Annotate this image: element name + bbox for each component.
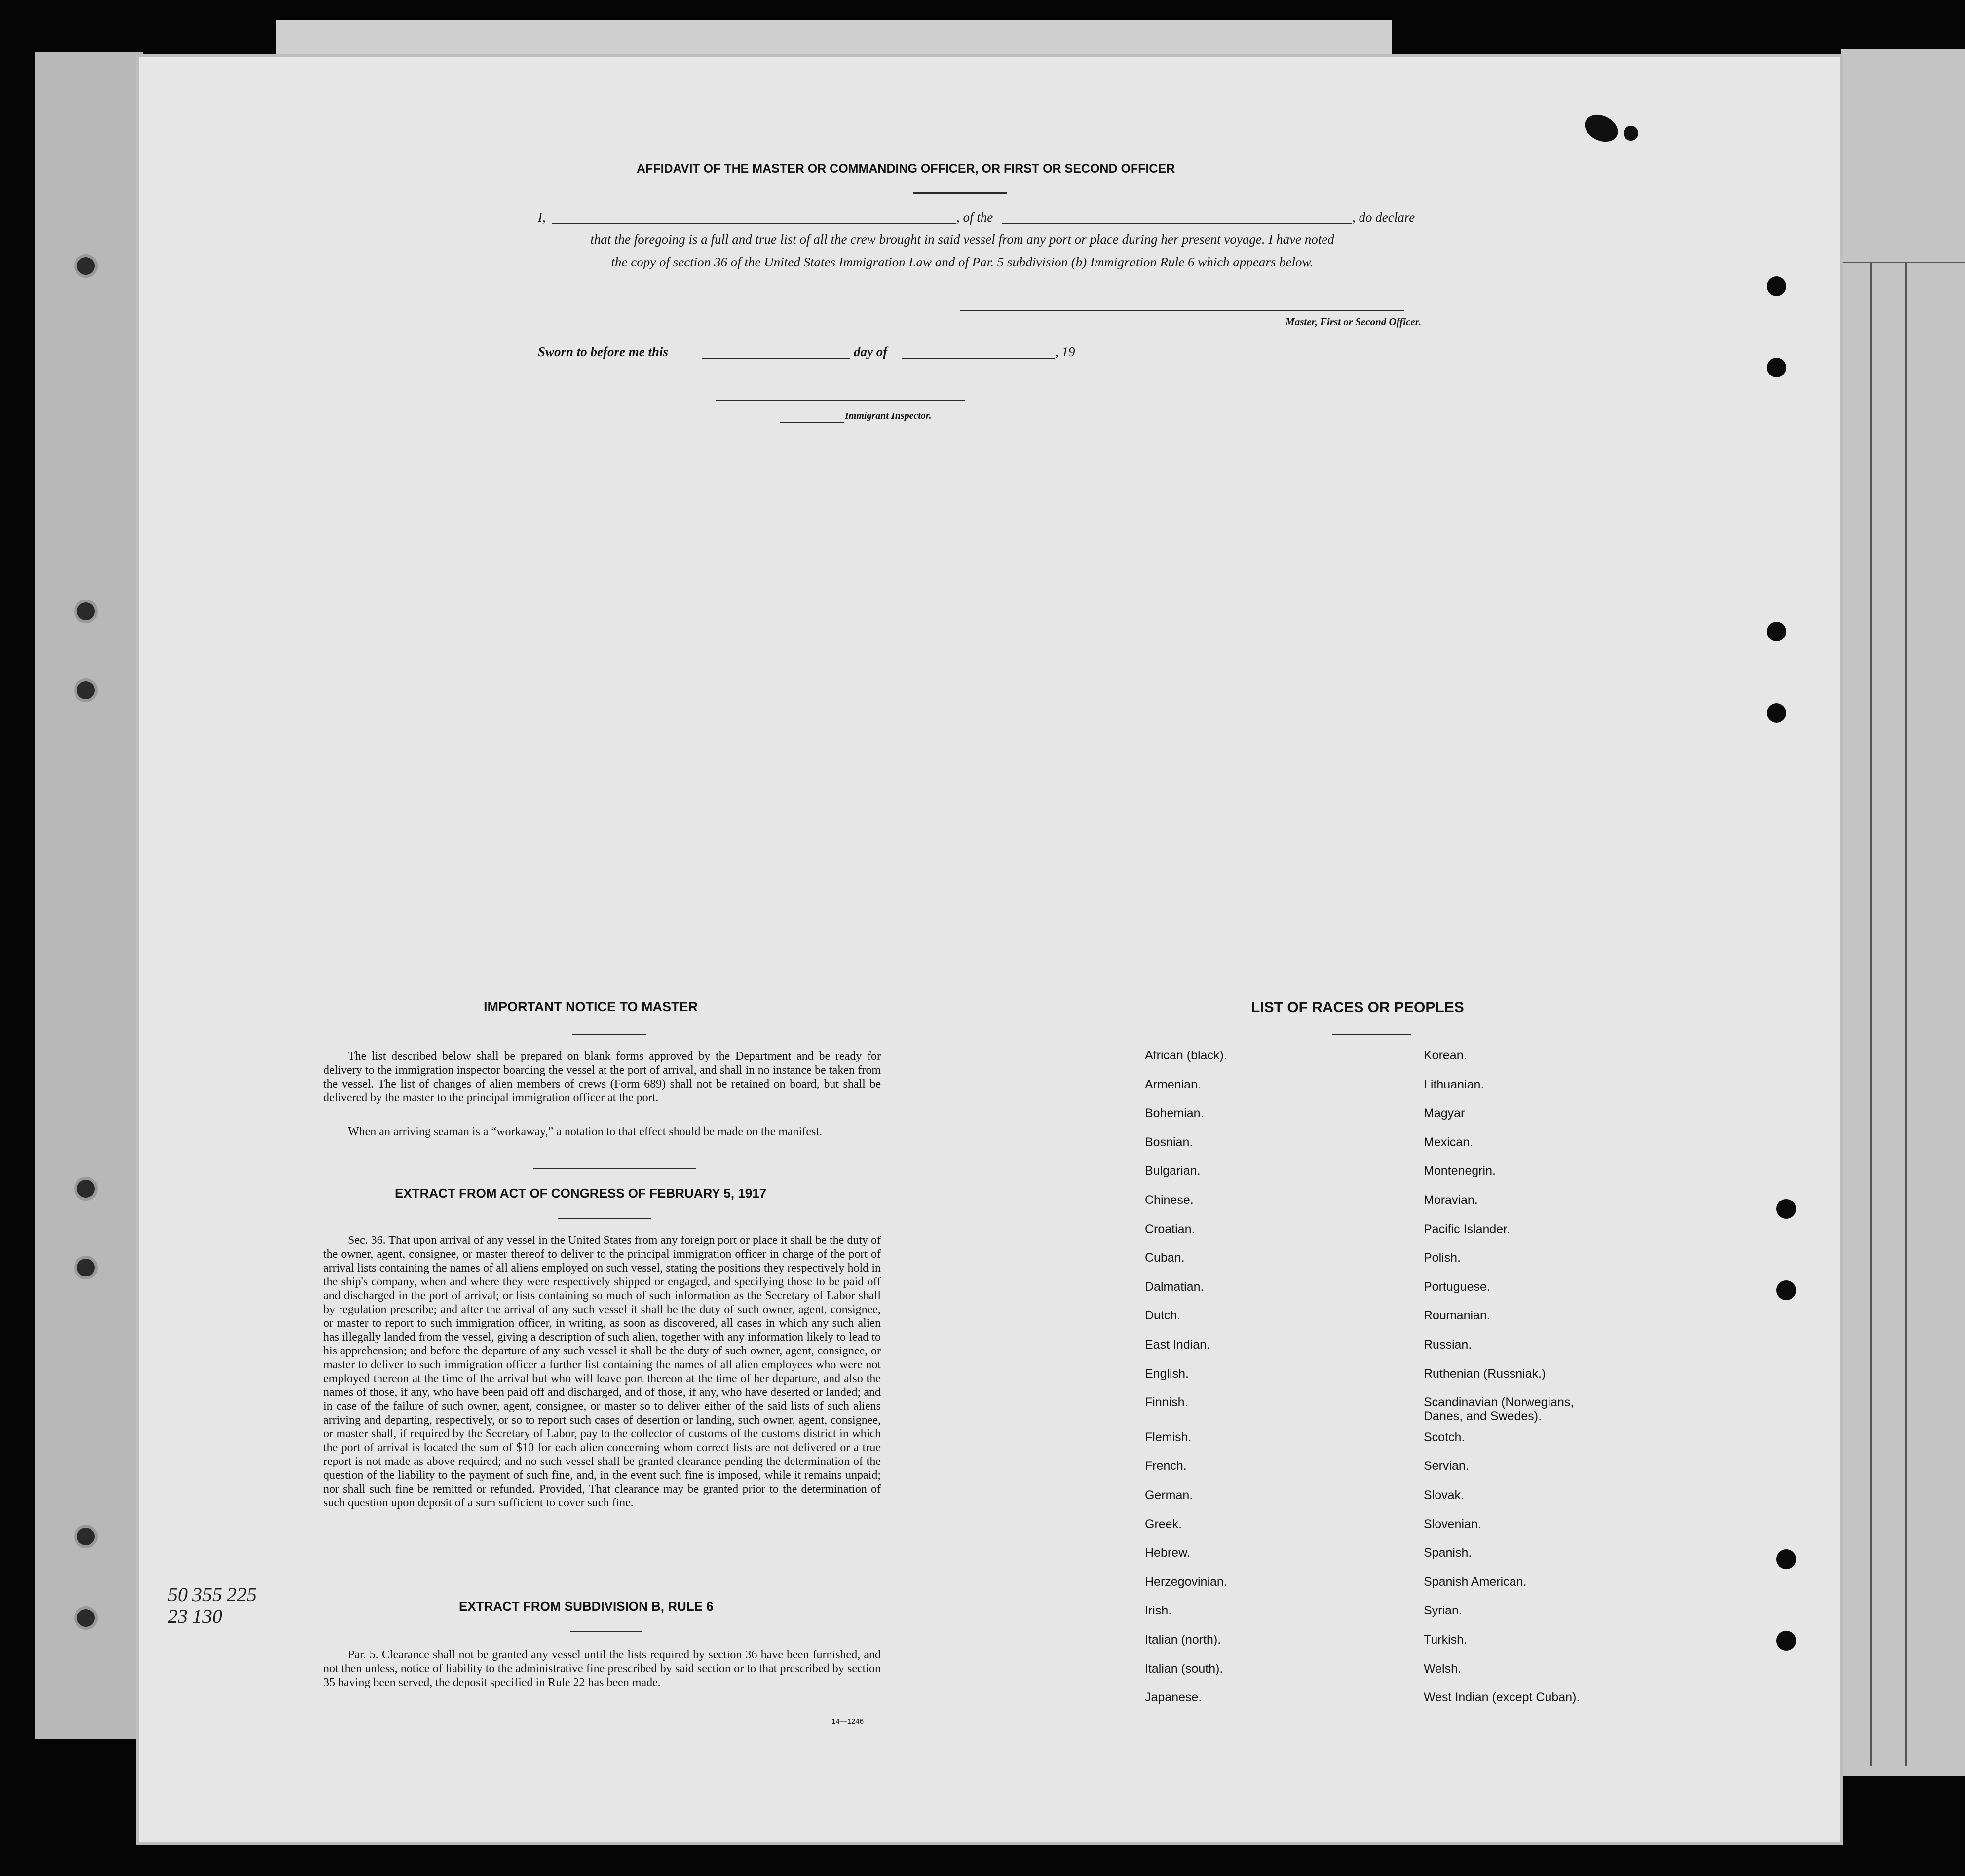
race-item: Ruthenian (Russniak.): [1424, 1366, 1546, 1381]
vessel-field-line[interactable]: [1002, 223, 1352, 224]
race-item: Korean.: [1424, 1049, 1467, 1062]
sworn-day-label: day of: [854, 344, 888, 359]
race-item: Spanish.: [1424, 1546, 1472, 1560]
race-item: German.: [1145, 1488, 1193, 1502]
race-item: Servian.: [1424, 1459, 1469, 1473]
race-item: Italian (south).: [1145, 1661, 1223, 1676]
race-item: Cuban.: [1145, 1251, 1185, 1265]
race-item: Bohemian.: [1145, 1106, 1204, 1121]
race-item: Montenegrin.: [1424, 1164, 1496, 1178]
races-title-underline: [1332, 1034, 1411, 1035]
notice-title-underline: [572, 1034, 646, 1035]
act-extract-text: Sec. 36. That upon arrival of any vessel in the United States from any foreign port or place it shall be the duty of the owner, agent, consignee, or master thereof to deliver to the principal immigration officer in charge of the port of arrival lists containing the names of all aliens employed on such vessel, stating the positions they respectively hold in the ship's company, when and where they were respectively shipped or engaged, and specifying those to be paid off and discharged in the port of arrival; or lists containing so much of such information as the Secretary of Labor shall by regulation prescribe; and after the arrival of any such vessel it shall be the duty of such owner, agent, consignee, or master to report to such immigration officer, in writing, as soon as discovered, all cases in which any such alien has illegally landed from the vessel, giving a description of such alien, together with any information likely to lead to his apprehension; and before the departure of any such vessel it shall be the duty of such owner, agent, consignee, or master to deliver to such immigration officer a further list containing the names of all alien employees who were not employed thereon at the time of the arrival but who will leave port thereon at the time of her departure, and also the names of those, if any, who have been paid off and discharged, and of those, if any, who have deserted or landed; and in case of the failure of such owner, agent, consignee, or master so to deliver either of the said lists of such aliens arriving and departing, respectively, or so to report such cases of desertion or landing, such owner, agent, consignee, or master shall, if required by the Secretary of Labor, pay to the collector of customs of the customs district in which the port of arrival is located the sum of $10 for each alien concerning whom correct lists are not delivered or a true report is not made as above required; and no such vessel shall be granted clearance pending the determination of the question of the liability to the payment of such fine, and, in the event such fine is imposed, while it remains unpaid; nor shall such fine be remitted or refunded. Provided, That clearance may be granted prior to the determination of such question upon deposit of a sum sufficient to cover such fine.: [323, 1234, 881, 1509]
race-item: Flemish.: [1145, 1430, 1192, 1444]
punch-hole: [1767, 276, 1786, 296]
race-item: Chinese.: [1145, 1193, 1194, 1207]
binder-hole: [74, 1177, 98, 1201]
sworn-month-line[interactable]: [902, 358, 1055, 359]
affidavit-statement-line: that the foregoing is a full and true list of all the crew brought in said vessel from any port or place during her present voyage. I have noted: [590, 232, 1334, 247]
back-sheet-left: [35, 52, 143, 1739]
race-item: Slovenian.: [1424, 1517, 1481, 1531]
race-item: Moravian.: [1424, 1193, 1478, 1207]
punch-hole: [1776, 1631, 1796, 1651]
rule-extract-text: Par. 5. Clearance shall not be granted any vessel until the lists required by section 36 have been furnished, and not then unless, notice of liability to the administrative fine prescribed by said section or to that prescribed by section 35 having been served, the deposit specified in Rule 22 has been made.: [323, 1649, 881, 1689]
race-item: Slovak.: [1424, 1488, 1464, 1502]
binder-hole: [74, 1606, 98, 1630]
race-item: French.: [1145, 1459, 1187, 1473]
race-item: Pacific Islander.: [1424, 1222, 1511, 1236]
race-item: Mexican.: [1424, 1135, 1474, 1149]
inspector-lead-line: [780, 422, 844, 423]
race-item: East Indian.: [1145, 1338, 1210, 1351]
rule-title-underline: [570, 1631, 642, 1632]
notice-paragraph: When an arriving seaman is a “workaway,” a notation to that effect should be made on the manifest.: [348, 1126, 822, 1138]
race-item: Italian (north).: [1145, 1633, 1221, 1647]
race-item: Bosnian.: [1145, 1135, 1193, 1149]
affidavit-statement-line: the copy of section 36 of the United States Immigration Law and of Par. 5 subdivision (b) Immigration Rule 6 which appears below.: [611, 255, 1314, 269]
inspector-signature-line[interactable]: [716, 400, 965, 401]
act-extract-title: EXTRACT FROM ACT OF CONGRESS OF FEBRUARY 5, 1917: [395, 1186, 767, 1201]
punch-hole: [1776, 1199, 1796, 1219]
ink-blot: [1624, 126, 1638, 141]
race-item: Russian.: [1424, 1338, 1472, 1351]
punch-hole: [1776, 1280, 1796, 1300]
handwritten-tally: 50 355 225 23 130: [168, 1583, 257, 1627]
right-ledger-gridline: [1905, 262, 1907, 1766]
affidavit-of-label: , of the: [956, 210, 993, 225]
binder-hole: [74, 1256, 98, 1279]
back-sheet-right: [1841, 49, 1965, 1776]
race-item: Lithuanian.: [1424, 1077, 1484, 1091]
affidavit-title: AFFIDAVIT OF THE MASTER OR COMMANDING OFFICER, OR FIRST OR SECOND OFFICER: [637, 162, 1175, 176]
affidavit-i-label: I,: [538, 210, 546, 225]
rule-extract-title: EXTRACT FROM SUBDIVISION B, RULE 6: [459, 1599, 714, 1613]
binder-hole: [74, 1525, 98, 1548]
sworn-label: Sworn to before me this: [538, 344, 669, 359]
signature-label: Master, First or Second Officer.: [1285, 316, 1421, 328]
race-item: Bulgarian.: [1145, 1164, 1201, 1178]
race-item: Scandinavian (Norwegians, Danes, and Swedes).: [1424, 1395, 1574, 1424]
right-ledger-gridline: [1843, 262, 1965, 263]
punch-hole: [1767, 622, 1786, 641]
race-item: Armenian.: [1145, 1077, 1201, 1091]
race-item: African (black).: [1145, 1049, 1227, 1062]
race-item: Herzegovinian.: [1145, 1575, 1227, 1589]
signature-line[interactable]: [960, 310, 1404, 311]
sworn-year-label: , 19: [1055, 344, 1075, 359]
binder-hole: [74, 678, 98, 702]
race-item: Spanish American.: [1424, 1575, 1527, 1589]
name-field-line[interactable]: [552, 223, 956, 224]
binder-hole: [74, 254, 98, 278]
race-item: Greek.: [1145, 1517, 1182, 1531]
race-item: English.: [1145, 1366, 1189, 1381]
race-item: Turkish.: [1424, 1633, 1467, 1647]
race-item: Finnish.: [1145, 1395, 1188, 1410]
race-item: West Indian (except Cuban).: [1424, 1690, 1580, 1705]
back-sheet-top: [276, 20, 1392, 54]
affidavit-declare-label: , do declare: [1352, 210, 1415, 225]
race-item: Irish.: [1145, 1604, 1172, 1618]
binder-hole: [74, 600, 98, 623]
punch-hole: [1767, 358, 1786, 377]
race-item: Syrian.: [1424, 1604, 1462, 1618]
section-divider: [533, 1168, 696, 1169]
punch-hole: [1776, 1549, 1796, 1569]
punch-hole: [1767, 703, 1786, 723]
race-item: Hebrew.: [1145, 1546, 1190, 1560]
notice-title: IMPORTANT NOTICE TO MASTER: [484, 999, 698, 1014]
right-ledger-gridline: [1870, 262, 1872, 1766]
race-item: Polish.: [1424, 1251, 1461, 1265]
race-item: Portuguese.: [1424, 1279, 1490, 1294]
race-item: Dalmatian.: [1145, 1279, 1204, 1294]
race-item: Magyar: [1424, 1106, 1465, 1121]
title-underline: [913, 192, 1007, 194]
race-item: Scotch.: [1424, 1430, 1465, 1444]
sworn-date-line[interactable]: [702, 358, 850, 359]
race-item: Dutch.: [1145, 1309, 1181, 1323]
race-item: Japanese.: [1145, 1690, 1202, 1705]
inspector-label: Immigrant Inspector.: [845, 411, 932, 421]
notice-paragraph: The list described below shall be prepared on blank forms approved by the Department and be ready for delivery to the immigration inspector boarding the vessel at the port of arrival, and shall in no instance be taken from the vessel. The list of changes of alien members of crews (Form 689) shall not be retained on board, but shall be delivered by the master to the principal immigration officer at the port.: [323, 1050, 881, 1104]
act-title-underline: [558, 1218, 651, 1219]
race-item: Roumanian.: [1424, 1309, 1490, 1323]
form-number: 14—1246: [831, 1717, 864, 1726]
race-item: Welsh.: [1424, 1661, 1461, 1676]
race-item: Croatian.: [1145, 1222, 1195, 1236]
races-title: LIST OF RACES OR PEOPLES: [1251, 999, 1464, 1015]
